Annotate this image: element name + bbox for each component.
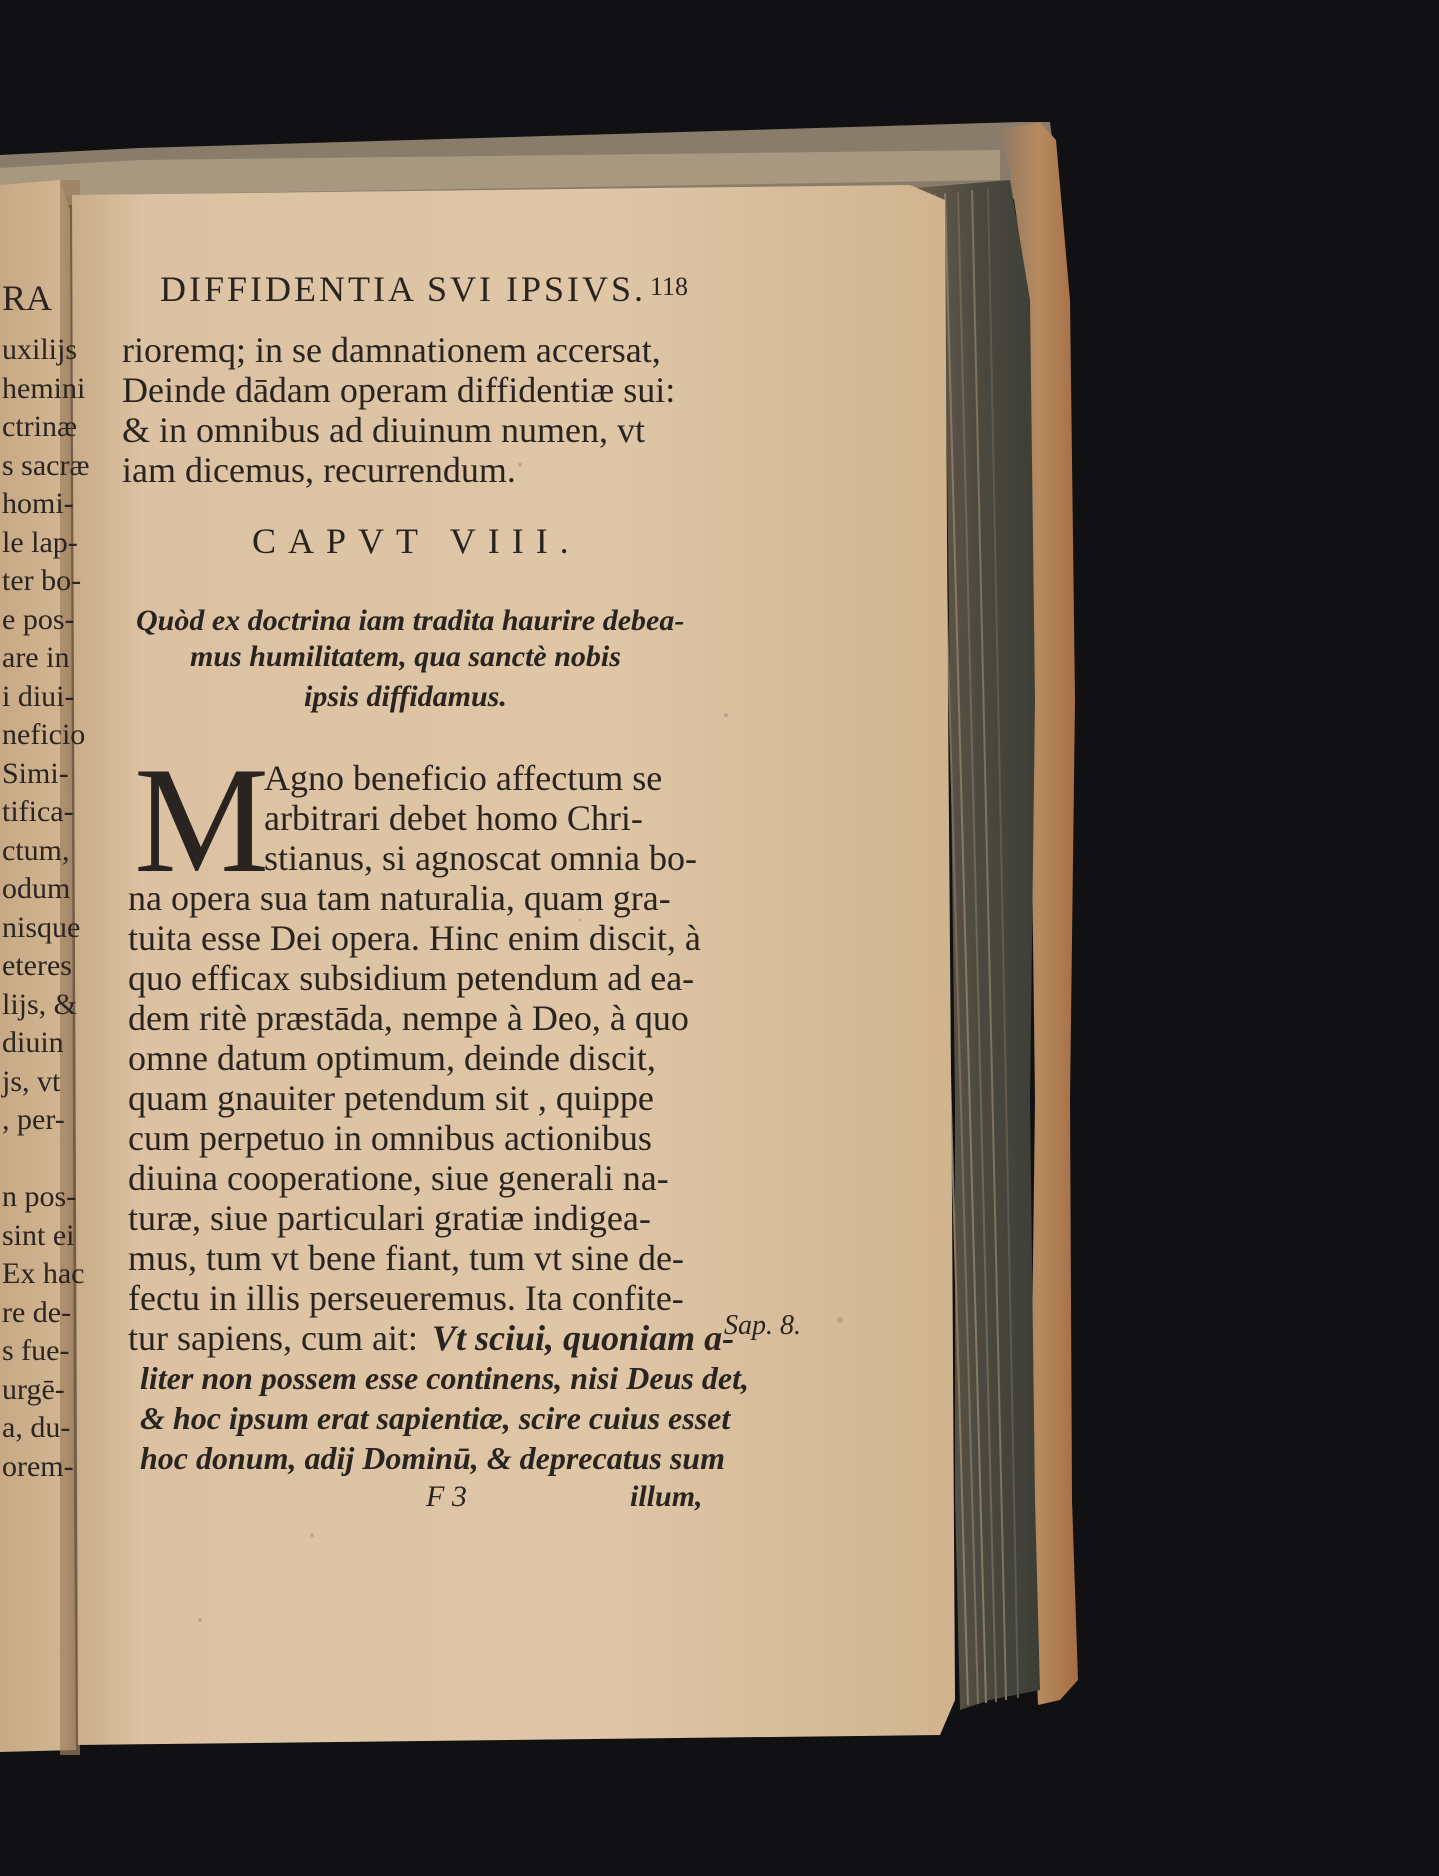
text-line: iam dicemus, recurrendum.: [122, 450, 516, 490]
left-page-fragment: le lap-: [2, 525, 78, 559]
signature-mark: F 3: [426, 1480, 467, 1513]
left-page-fragment: s sacræ: [2, 448, 90, 482]
left-page-fragment: re de-: [2, 1295, 72, 1329]
left-page-fragment: ctum,: [2, 833, 70, 867]
text-line: arbitrari debet homo Chri-: [264, 798, 643, 838]
italic-line: hoc donum, adij Dominū, & deprecatus sum: [140, 1440, 725, 1476]
left-page-fragment: tifica-: [2, 795, 74, 828]
left-page-fragment: sint ei: [2, 1218, 75, 1252]
left-page-fragment: ctrinæ: [2, 410, 77, 443]
italic-quote-start: Vt sciui, quoniam a-: [432, 1318, 735, 1358]
text-line: Deinde dādam operam diffidentiæ sui:: [122, 370, 676, 410]
catchword: illum,: [630, 1480, 703, 1513]
left-page-fragment: ter bo-: [2, 564, 82, 597]
text-line: tuita esse Dei opera. Hinc enim discit, à: [128, 918, 701, 958]
left-page-fragment: a, du-: [2, 1411, 71, 1444]
left-page-fragment: n pos-: [2, 1180, 77, 1213]
text-line: quam gnauiter petendum sit , quippe: [128, 1078, 654, 1118]
left-page-fragment: uxilijs: [2, 333, 78, 366]
page-number: 118: [650, 272, 689, 301]
italic-line: liter non possem esse continens, nisi Deus det,: [140, 1360, 749, 1396]
running-head: DIFFIDENTIA SVI IPSIVS.: [160, 269, 647, 309]
text-line: tur sapiens, cum ait:: [128, 1318, 418, 1358]
left-page-fragment: s fue-: [2, 1334, 70, 1367]
left-page-fragment: i diui-: [2, 679, 75, 713]
chapter-heading: CAPVT VIII.: [252, 521, 581, 561]
left-page-fragment: eteres: [2, 949, 72, 982]
text-line: dem ritè præstāda, nempe à Deo, à quo: [128, 998, 689, 1038]
chapter-subtitle-line: Quòd ex doctrina iam tradita haurire debea-: [136, 604, 685, 637]
left-page-fragment: odum: [2, 872, 71, 905]
text-line: mus, tum vt bene fiant, tum vt sine de-: [128, 1238, 684, 1278]
left-page-fragment: homi-: [2, 487, 74, 520]
left-page-fragment: diuin: [2, 1026, 64, 1059]
left-page-fragment: RA: [2, 278, 53, 318]
text-line: stianus, si agnoscat omnia bo-: [264, 838, 697, 878]
left-page-fragment: are in: [2, 641, 70, 674]
text-line: omne datum optimum, deinde discit,: [128, 1038, 656, 1078]
left-page-fragment: neficio: [2, 718, 86, 751]
left-page-fragment: urgē-: [2, 1372, 65, 1406]
left-page-fragment: , per-: [2, 1103, 65, 1136]
margin-note: Sap. 8.: [724, 1310, 801, 1341]
chapter-subtitle-line: ipsis diffidamus.: [304, 680, 507, 713]
text-line: rioremq; in se damnationem accersat,: [122, 330, 661, 370]
left-page-fragment: nisque: [2, 910, 81, 944]
text-line: turæ, siue particulari gratiæ indigea-: [128, 1198, 651, 1238]
text-line: quo efficax subsidium petendum ad ea-: [128, 958, 695, 998]
left-page-fragment: Ex hac: [2, 1257, 85, 1290]
text-line: diuina cooperatione, siue generali na-: [128, 1158, 669, 1198]
left-page-fragment: orem-: [2, 1449, 74, 1483]
italic-line: & hoc ipsum erat sapientiæ, scire cuius esset: [140, 1400, 731, 1436]
left-page-fragment: hemini: [2, 371, 86, 405]
text-line: na opera sua tam naturalia, quam gra-: [128, 878, 671, 918]
chapter-subtitle-line: mus humilitatem, qua sanctè nobis: [190, 640, 621, 673]
text-line: fectu in illis perseueremus. Ita confite-: [128, 1278, 684, 1318]
text-line: Agno beneficio affectum se: [264, 758, 663, 798]
left-page-fragment: e pos-: [2, 602, 75, 636]
text-line: cum perpetuo in omnibus actionibus: [128, 1118, 652, 1158]
drop-cap: M: [134, 736, 270, 904]
left-page-fragment: js, vt: [2, 1064, 61, 1098]
text-line: & in omnibus ad diuinum numen, vt: [122, 410, 645, 450]
left-page-fragment: lijs, &: [2, 987, 78, 1021]
left-page-fragment: Simi-: [2, 756, 69, 790]
